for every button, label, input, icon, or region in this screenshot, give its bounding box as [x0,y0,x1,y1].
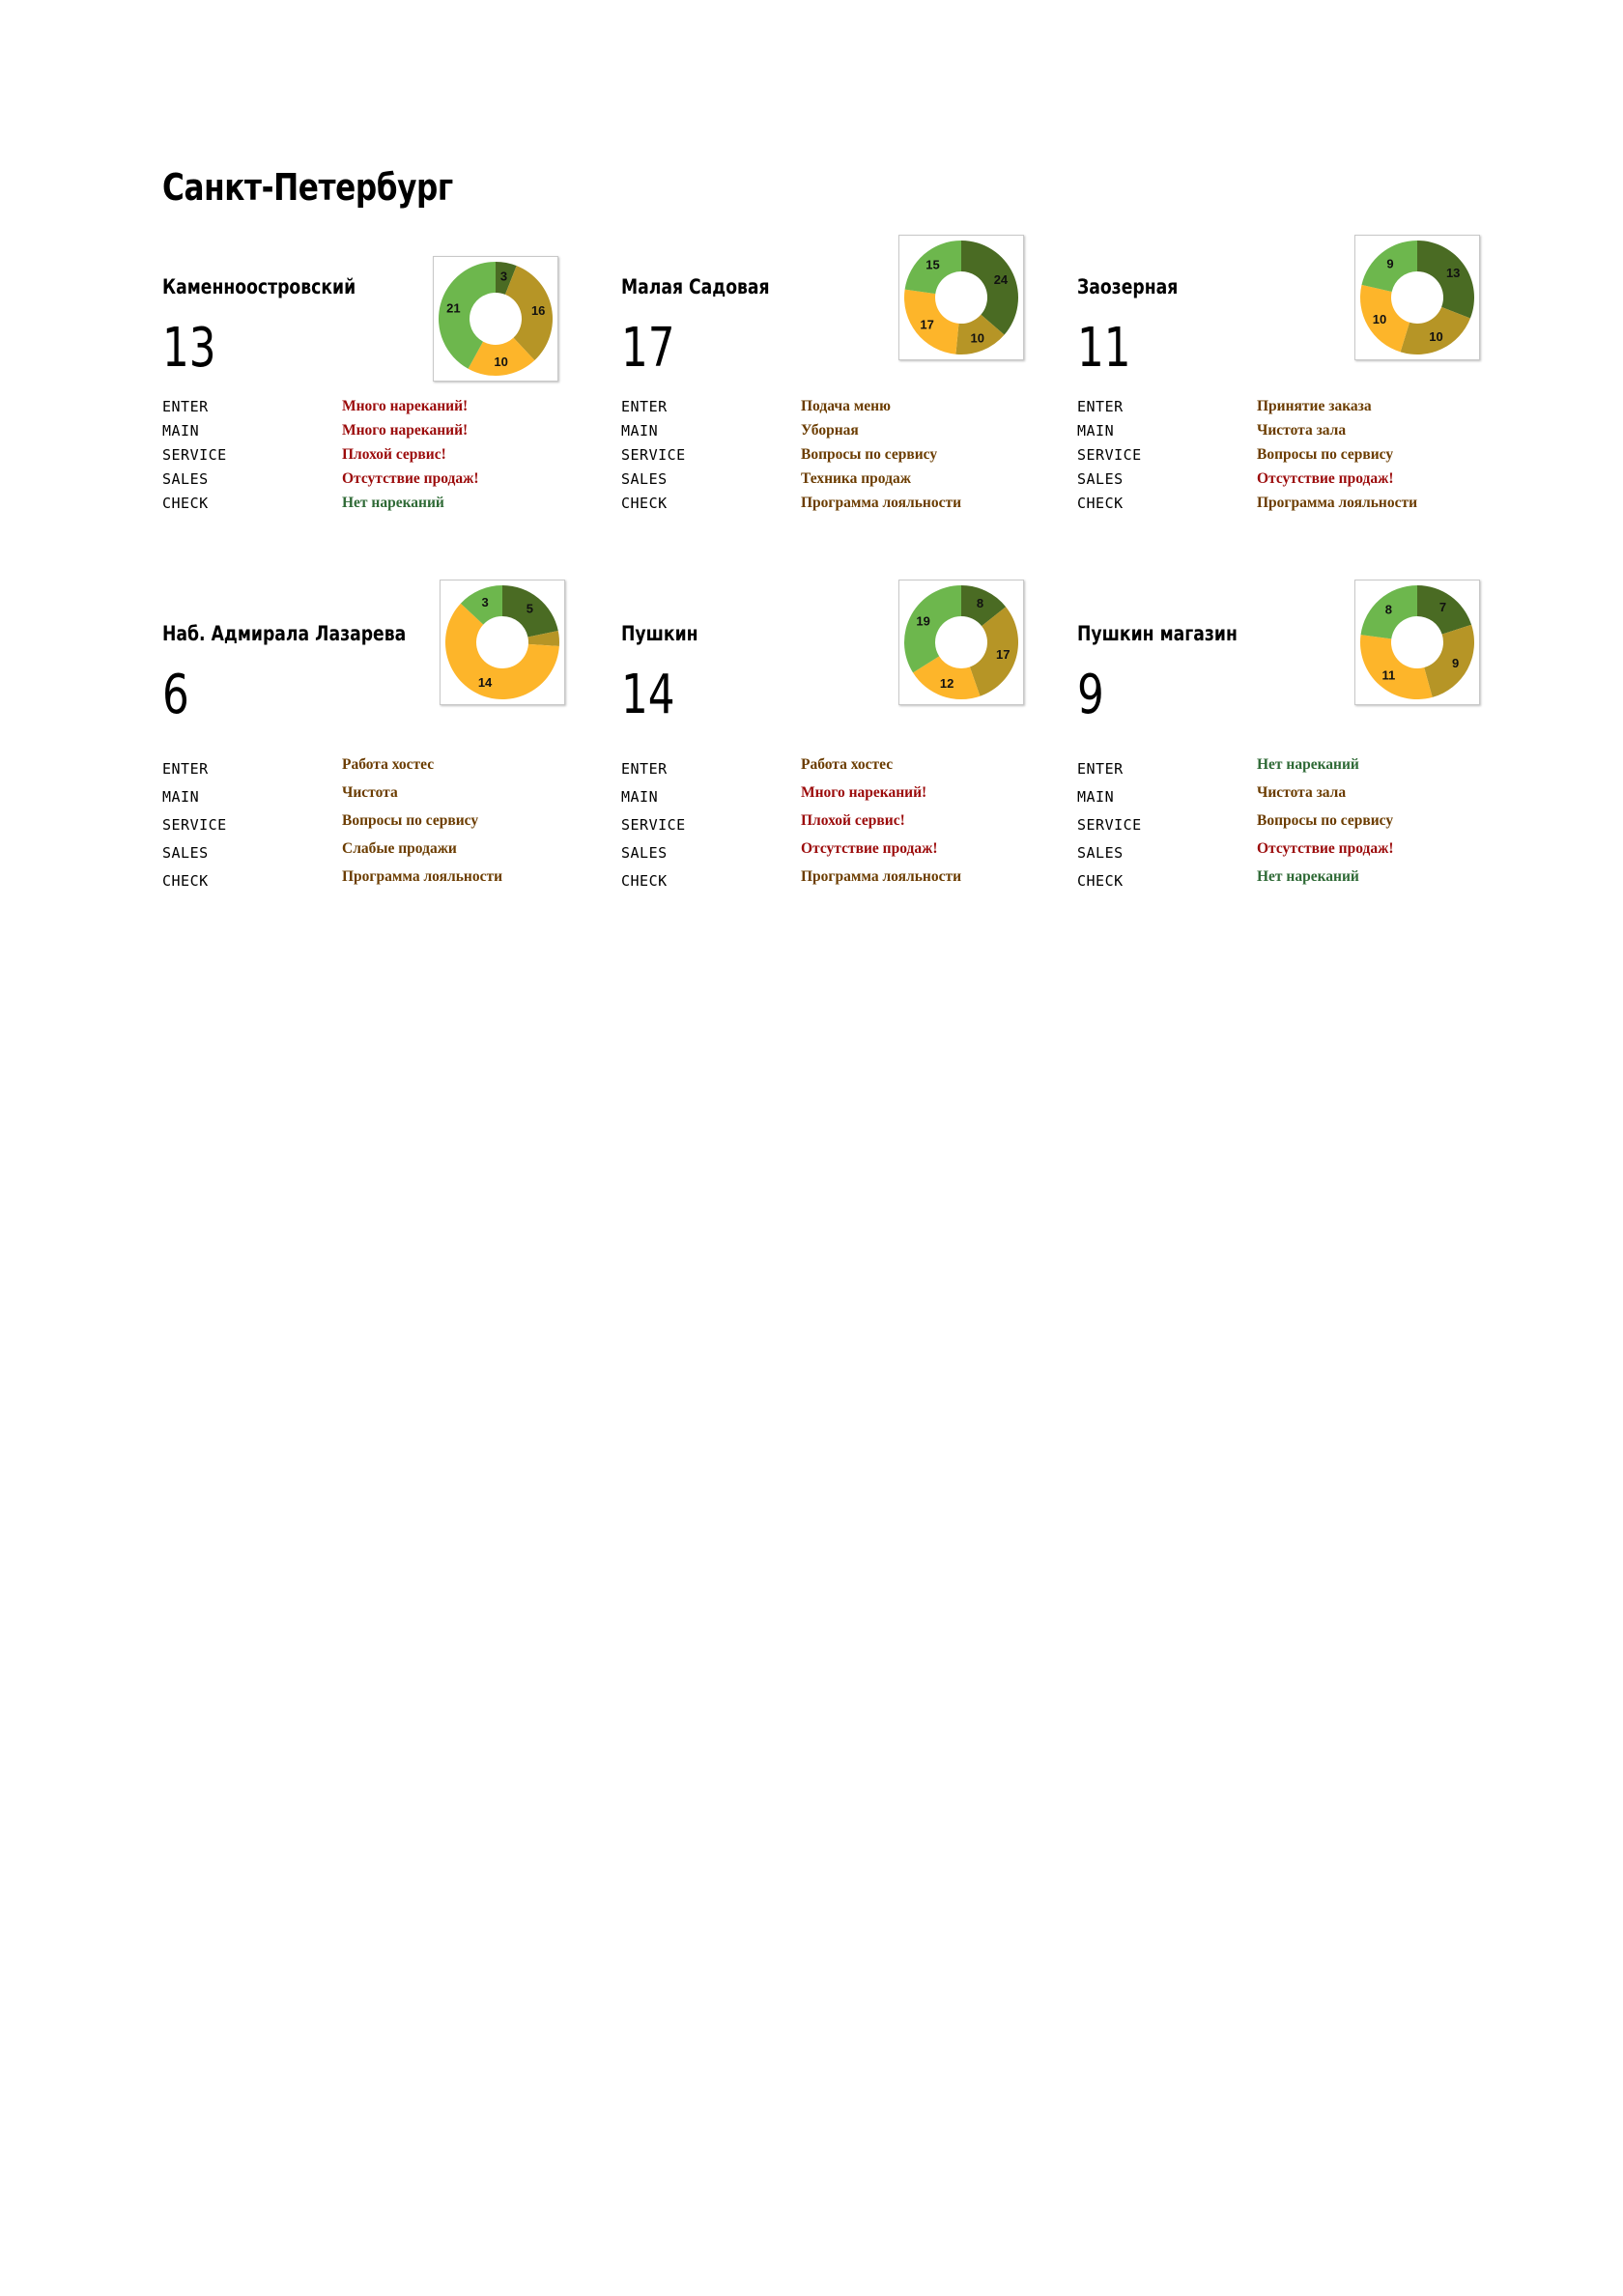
criterion-row [162,784,597,809]
criterion-key: ENTER [621,760,668,778]
criterion-key: MAIN [162,788,200,806]
donut-slice-label: 10 [1429,329,1443,345]
criterion-value: Отсутствие продаж! [342,470,479,487]
criterion-value: Нет нареканий [342,495,444,511]
criterion-value: Программа лояльности [801,868,962,885]
criterion-value: Программа лояльности [1257,495,1418,511]
restaurant-score: 14 [621,664,675,726]
restaurant-score: 9 [1077,664,1104,726]
criterion-key: SERVICE [162,816,227,834]
donut-chart [440,580,565,705]
criterion-value: Вопросы по сервису [801,446,938,463]
criterion-row [162,756,597,781]
criterion-row [621,422,1056,443]
donut-chart [433,256,558,382]
donut-slice [1360,635,1433,699]
criterion-row [1077,398,1512,419]
donut-slice-label: 14 [477,674,493,690]
donut-slice-label: 15 [925,257,940,272]
donut-slice-label: 11 [1381,667,1396,683]
criterion-row [162,840,597,865]
criterion-value: Много нареканий! [801,784,927,801]
criterion-value: Уборная [801,422,859,439]
criterion-key: CHECK [162,872,209,890]
criterion-row [621,840,1056,865]
criterion-value: Отсутствие продаж! [1257,840,1394,857]
criterion-value: Вопросы по сервису [1257,446,1394,463]
donut-svg [899,581,1023,704]
donut-slice-label: 3 [481,595,489,610]
criterion-key: SALES [1077,470,1124,488]
criterion-row [1077,784,1512,809]
criterion-value: Плохой сервис! [801,812,905,829]
criterion-key: MAIN [621,788,659,806]
donut-chart [1354,235,1480,360]
restaurant-card [621,580,1056,898]
criterion-value: Программа лояльности [801,495,962,511]
criterion-row [162,495,597,516]
criterion-value: Отсутствие продаж! [1257,470,1394,487]
criterion-key: SALES [162,470,209,488]
criterion-key: CHECK [1077,495,1124,512]
criterion-value: Подача меню [801,398,891,414]
donut-svg [434,257,557,381]
criterion-row [162,422,597,443]
donut-slice [904,585,961,672]
donut-svg [1355,236,1479,359]
donut-slice-label: 8 [1384,602,1393,617]
donut-slice-label: 10 [1372,312,1387,326]
donut-slice-label: 17 [920,317,934,332]
restaurant-card [1077,580,1512,898]
donut-slice-label: 8 [976,595,984,610]
criterion-key: SALES [1077,844,1124,862]
restaurant-score: 17 [621,317,675,380]
restaurant-name: Заозерная [1077,275,1179,298]
criterion-key: SERVICE [621,446,686,464]
criterion-key: SERVICE [162,446,227,464]
donut-slice-label: 12 [939,675,954,691]
donut-slice [961,241,1018,335]
restaurant-name: Наб. Адмирала Лазарева [162,622,407,645]
criterion-value: Много нареканий! [342,398,469,414]
restaurant-card [162,256,597,575]
criterion-row [621,495,1056,516]
criterion-value: Вопросы по сервису [1257,812,1394,829]
criterion-key: SERVICE [1077,816,1142,834]
criterion-row [1077,495,1512,516]
donut-slice-label: 24 [993,271,1009,287]
criterion-row [1077,756,1512,781]
criterion-row [162,868,597,893]
donut-slice-label: 9 [1452,655,1460,670]
criterion-value: Работа хостес [801,756,894,773]
donut-slice-label: 16 [530,303,546,319]
criterion-row [1077,868,1512,893]
donut-slice-label: 10 [970,330,984,346]
criterion-row [1077,840,1512,865]
restaurant-name: Малая Садовая [621,275,770,298]
restaurant-score: 6 [162,664,189,726]
criterion-key: SERVICE [1077,446,1142,464]
criterion-key: ENTER [1077,398,1124,415]
restaurant-card [162,580,597,898]
criterion-row [162,398,597,419]
donut-slice-label: 13 [1445,266,1461,281]
criterion-key: ENTER [162,398,209,415]
donut-svg [899,236,1023,359]
restaurant-name: Каменноостровский [162,275,356,298]
criterion-row [621,784,1056,809]
criterion-key: SALES [621,470,668,488]
donut-chart [898,580,1024,705]
restaurant-card [1077,235,1512,553]
restaurant-score: 11 [1077,317,1131,380]
criterion-value: Слабые продажи [342,840,457,857]
criterion-key: SALES [162,844,209,862]
criterion-row [621,812,1056,837]
donut-slice-label: 5 [526,601,534,616]
criterion-row [621,398,1056,419]
donut-slice-label: 7 [1438,600,1447,615]
donut-slice-label: 10 [494,354,508,370]
criterion-key: CHECK [621,872,668,890]
criterion-row [1077,812,1512,837]
restaurant-name: Пушкин [621,622,698,645]
criterion-row [621,446,1056,468]
donut-chart [1354,580,1480,705]
criterion-value: Техника продаж [801,470,911,487]
restaurant-card [621,235,1056,553]
donut-slice-label: 3 [499,269,508,284]
donut-slice-label: 17 [996,646,1011,662]
donut-chart [898,235,1024,360]
restaurant-name: Пушкин магазин [1077,622,1238,645]
donut-slice-label: 9 [1386,256,1394,271]
criterion-row [1077,446,1512,468]
criterion-value: Нет нареканий [1257,868,1359,885]
donut-svg [441,581,564,704]
criterion-row [162,446,597,468]
restaurant-score: 13 [162,317,216,380]
criterion-value: Отсутствие продаж! [801,840,938,857]
criterion-value: Плохой сервис! [342,446,446,463]
page-title: Санкт-Петербург [162,166,453,209]
criterion-row [621,868,1056,893]
criterion-key: ENTER [621,398,668,415]
criterion-key: ENTER [162,760,209,778]
criterion-key: MAIN [621,422,659,439]
donut-slice [1424,625,1474,697]
criterion-key: ENTER [1077,760,1124,778]
criterion-value: Чистота [342,784,398,801]
criterion-key: CHECK [162,495,209,512]
criterion-value: Принятие заказа [1257,398,1372,414]
criterion-key: MAIN [162,422,200,439]
criterion-key: MAIN [1077,788,1115,806]
criterion-value: Чистота зала [1257,422,1347,439]
criterion-row [1077,422,1512,443]
criterion-key: MAIN [1077,422,1115,439]
criterion-key: CHECK [621,495,668,512]
criterion-key: SALES [621,844,668,862]
criterion-value: Нет нареканий [1257,756,1359,773]
criterion-value: Чистота зала [1257,784,1347,801]
criterion-value: Программа лояльности [342,868,503,885]
criterion-value: Много нареканий! [342,422,469,439]
criterion-key: CHECK [1077,872,1124,890]
criterion-key: SERVICE [621,816,686,834]
donut-slice-label: 21 [446,300,461,316]
donut-svg [1355,581,1479,704]
donut-slice-label: 19 [916,613,930,629]
criterion-row [621,470,1056,492]
criterion-value: Вопросы по сервису [342,812,479,829]
criterion-row [1077,470,1512,492]
criterion-value: Работа хостес [342,756,435,773]
criterion-row [162,470,597,492]
criterion-row [162,812,597,837]
criterion-row [621,756,1056,781]
